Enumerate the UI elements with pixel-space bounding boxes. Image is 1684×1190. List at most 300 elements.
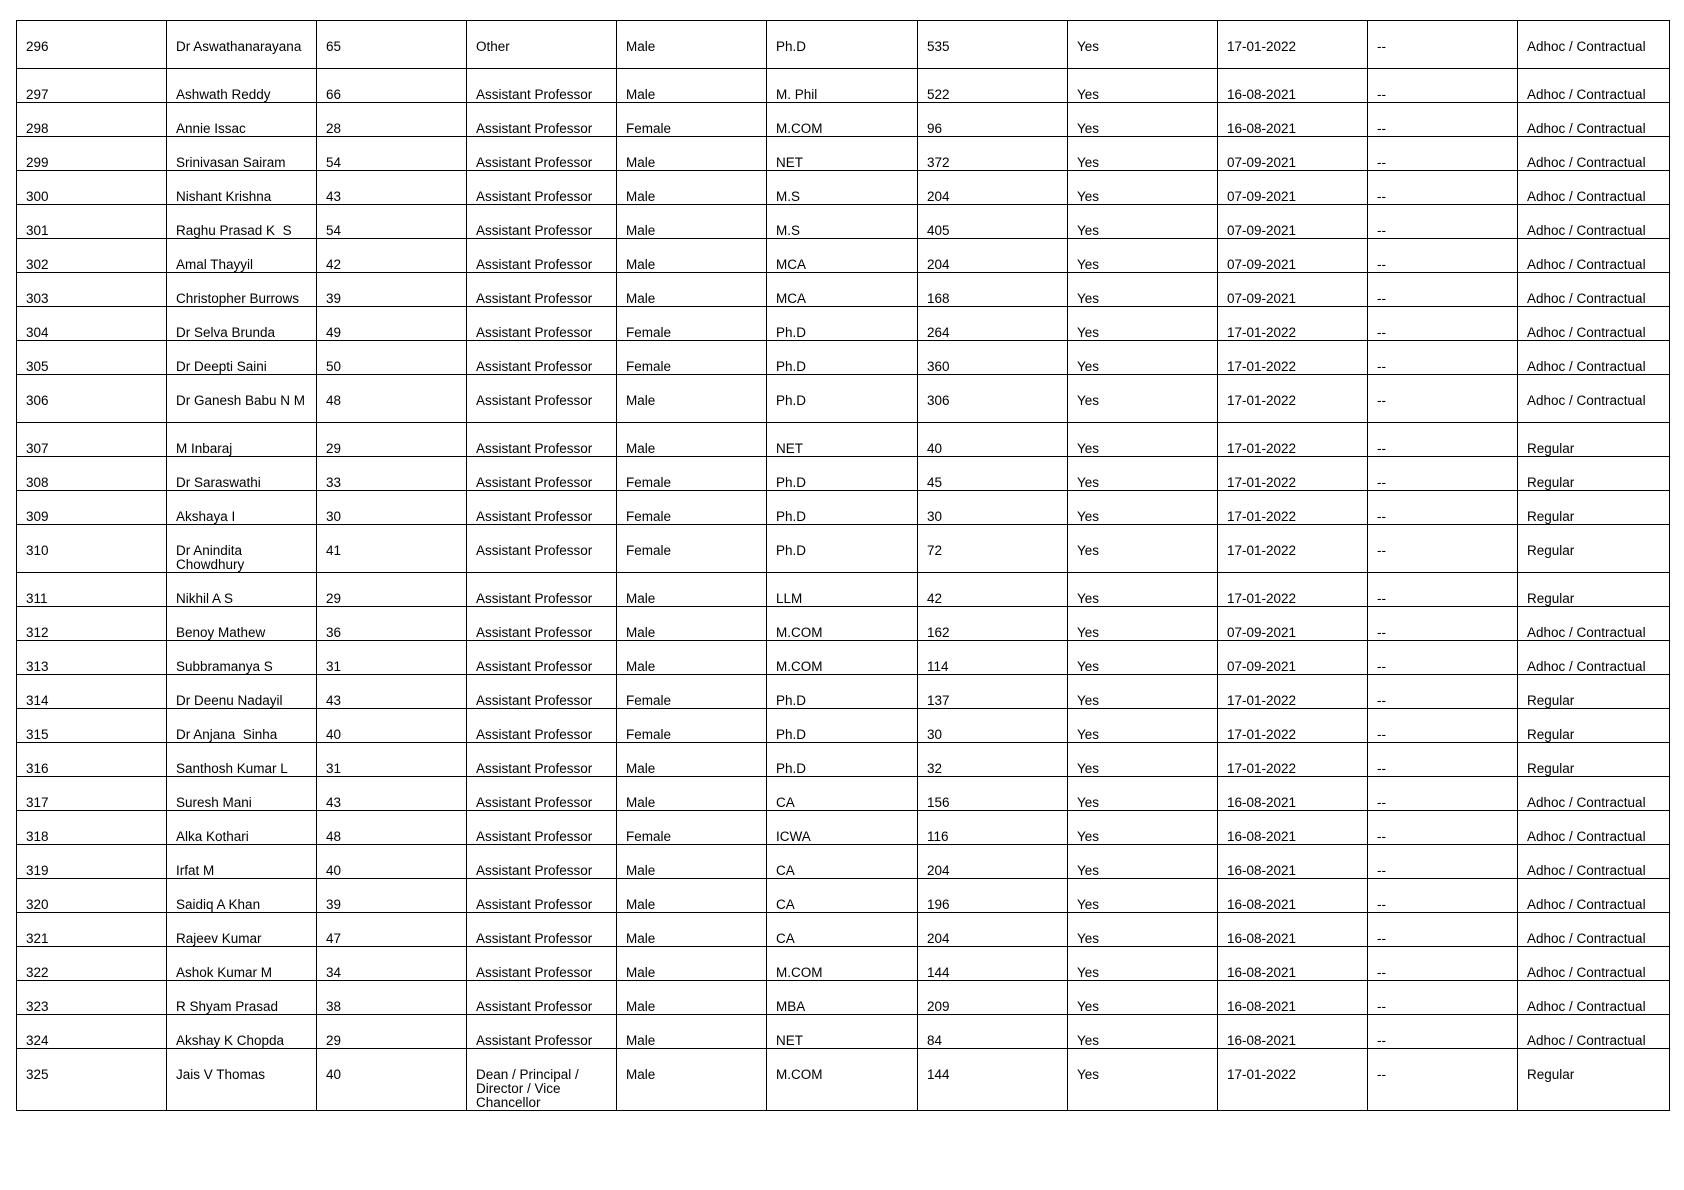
experience-cell: 72 bbox=[918, 525, 1068, 573]
yes-cell: Yes bbox=[1068, 777, 1218, 811]
yes-cell: Yes bbox=[1068, 491, 1218, 525]
gender-cell: Male bbox=[617, 913, 767, 947]
leaving-date-cell: -- bbox=[1368, 491, 1518, 525]
leaving-date-cell: -- bbox=[1368, 811, 1518, 845]
experience-cell: 522 bbox=[918, 69, 1068, 103]
sr-no-cell: 318 bbox=[17, 811, 167, 845]
yes-cell: Yes bbox=[1068, 423, 1218, 457]
leaving-date-cell: -- bbox=[1368, 137, 1518, 171]
name-cell: Ashok Kumar M bbox=[167, 947, 317, 981]
designation-cell: Assistant Professor bbox=[467, 307, 617, 341]
qualification-cell: Ph.D bbox=[767, 491, 918, 525]
yes-cell: Yes bbox=[1068, 171, 1218, 205]
name-cell: Alka Kothari bbox=[167, 811, 317, 845]
experience-cell: 30 bbox=[918, 491, 1068, 525]
joining-date-cell: 17-01-2022 bbox=[1218, 675, 1368, 709]
qualification-cell: CA bbox=[767, 777, 918, 811]
gender-cell: Male bbox=[617, 641, 767, 675]
joining-date-cell: 17-01-2022 bbox=[1218, 743, 1368, 777]
leaving-date-cell: -- bbox=[1368, 103, 1518, 137]
sr-no-cell: 301 bbox=[17, 205, 167, 239]
qualification-cell: LLM bbox=[767, 573, 918, 607]
joining-date-cell: 17-01-2022 bbox=[1218, 573, 1368, 607]
sr-no-cell: 321 bbox=[17, 913, 167, 947]
table-row bbox=[17, 981, 1670, 1015]
sr-no-cell: 315 bbox=[17, 709, 167, 743]
table-row bbox=[17, 709, 1670, 743]
designation-cell: Assistant Professor bbox=[467, 491, 617, 525]
name-cell: Srinivasan Sairam bbox=[167, 137, 317, 171]
designation-cell: Assistant Professor bbox=[467, 913, 617, 947]
yes-cell: Yes bbox=[1068, 525, 1218, 573]
sr-no-cell: 312 bbox=[17, 607, 167, 641]
table-row bbox=[17, 491, 1670, 525]
leaving-date-cell: -- bbox=[1368, 845, 1518, 879]
leaving-date-cell: -- bbox=[1368, 675, 1518, 709]
experience-cell: 196 bbox=[918, 879, 1068, 913]
experience-cell: 156 bbox=[918, 777, 1068, 811]
table-row bbox=[17, 137, 1670, 171]
designation-cell: Assistant Professor bbox=[467, 573, 617, 607]
name-cell: Dr Saraswathi bbox=[167, 457, 317, 491]
yes-cell: Yes bbox=[1068, 273, 1218, 307]
gender-cell: Female bbox=[617, 491, 767, 525]
qualification-cell: NET bbox=[767, 1015, 918, 1049]
designation-cell: Dean / Principal / Director / Vice Chancellor bbox=[467, 1049, 617, 1111]
yes-cell: Yes bbox=[1068, 981, 1218, 1015]
qualification-cell: Ph.D bbox=[767, 709, 918, 743]
designation-cell: Assistant Professor bbox=[467, 777, 617, 811]
experience-cell: 137 bbox=[918, 675, 1068, 709]
table-row bbox=[17, 675, 1670, 709]
table-row bbox=[17, 1015, 1670, 1049]
qualification-cell: M.COM bbox=[767, 103, 918, 137]
age-cell: 34 bbox=[317, 947, 467, 981]
sr-no-cell: 320 bbox=[17, 879, 167, 913]
sr-no-cell: 309 bbox=[17, 491, 167, 525]
qualification-cell: MCA bbox=[767, 273, 918, 307]
qualification-cell: Ph.D bbox=[767, 743, 918, 777]
appointment-type-cell: Regular bbox=[1518, 491, 1670, 525]
leaving-date-cell: -- bbox=[1368, 205, 1518, 239]
name-cell: Nikhil A S bbox=[167, 573, 317, 607]
yes-cell: Yes bbox=[1068, 879, 1218, 913]
appointment-type-cell: Regular bbox=[1518, 423, 1670, 457]
experience-cell: 535 bbox=[918, 21, 1068, 69]
qualification-cell: M.COM bbox=[767, 641, 918, 675]
yes-cell: Yes bbox=[1068, 205, 1218, 239]
table-row bbox=[17, 811, 1670, 845]
leaving-date-cell: -- bbox=[1368, 743, 1518, 777]
name-cell: Suresh Mani bbox=[167, 777, 317, 811]
experience-cell: 84 bbox=[918, 1015, 1068, 1049]
appointment-type-cell: Regular bbox=[1518, 675, 1670, 709]
sr-no-cell: 319 bbox=[17, 845, 167, 879]
appointment-type-cell: Adhoc / Contractual bbox=[1518, 239, 1670, 273]
joining-date-cell: 17-01-2022 bbox=[1218, 341, 1368, 375]
table-row bbox=[17, 947, 1670, 981]
leaving-date-cell: -- bbox=[1368, 947, 1518, 981]
yes-cell: Yes bbox=[1068, 573, 1218, 607]
age-cell: 54 bbox=[317, 137, 467, 171]
sr-no-cell: 304 bbox=[17, 307, 167, 341]
leaving-date-cell: -- bbox=[1368, 1049, 1518, 1111]
yes-cell: Yes bbox=[1068, 675, 1218, 709]
qualification-cell: Ph.D bbox=[767, 307, 918, 341]
table-row bbox=[17, 641, 1670, 675]
age-cell: 43 bbox=[317, 675, 467, 709]
age-cell: 43 bbox=[317, 777, 467, 811]
gender-cell: Male bbox=[617, 423, 767, 457]
designation-cell: Assistant Professor bbox=[467, 879, 617, 913]
experience-cell: 209 bbox=[918, 981, 1068, 1015]
age-cell: 31 bbox=[317, 641, 467, 675]
yes-cell: Yes bbox=[1068, 21, 1218, 69]
designation-cell: Assistant Professor bbox=[467, 171, 617, 205]
joining-date-cell: 16-08-2021 bbox=[1218, 845, 1368, 879]
leaving-date-cell: -- bbox=[1368, 913, 1518, 947]
joining-date-cell: 16-08-2021 bbox=[1218, 811, 1368, 845]
yes-cell: Yes bbox=[1068, 69, 1218, 103]
yes-cell: Yes bbox=[1068, 947, 1218, 981]
appointment-type-cell: Adhoc / Contractual bbox=[1518, 69, 1670, 103]
table-row bbox=[17, 423, 1670, 457]
name-cell: Amal Thayyil bbox=[167, 239, 317, 273]
designation-cell: Assistant Professor bbox=[467, 709, 617, 743]
designation-cell: Assistant Professor bbox=[467, 811, 617, 845]
table-row bbox=[17, 21, 1670, 69]
joining-date-cell: 16-08-2021 bbox=[1218, 913, 1368, 947]
joining-date-cell: 07-09-2021 bbox=[1218, 239, 1368, 273]
qualification-cell: Ph.D bbox=[767, 341, 918, 375]
experience-cell: 162 bbox=[918, 607, 1068, 641]
appointment-type-cell: Regular bbox=[1518, 573, 1670, 607]
gender-cell: Male bbox=[617, 1049, 767, 1111]
designation-cell: Assistant Professor bbox=[467, 423, 617, 457]
leaving-date-cell: -- bbox=[1368, 171, 1518, 205]
experience-cell: 144 bbox=[918, 1049, 1068, 1111]
designation-cell: Assistant Professor bbox=[467, 103, 617, 137]
age-cell: 43 bbox=[317, 171, 467, 205]
gender-cell: Male bbox=[617, 947, 767, 981]
appointment-type-cell: Regular bbox=[1518, 457, 1670, 491]
experience-cell: 204 bbox=[918, 239, 1068, 273]
experience-cell: 306 bbox=[918, 375, 1068, 423]
qualification-cell: CA bbox=[767, 845, 918, 879]
designation-cell: Assistant Professor bbox=[467, 641, 617, 675]
joining-date-cell: 07-09-2021 bbox=[1218, 137, 1368, 171]
experience-cell: 32 bbox=[918, 743, 1068, 777]
leaving-date-cell: -- bbox=[1368, 375, 1518, 423]
qualification-cell: Ph.D bbox=[767, 21, 918, 69]
joining-date-cell: 16-08-2021 bbox=[1218, 69, 1368, 103]
gender-cell: Female bbox=[617, 457, 767, 491]
table-row bbox=[17, 777, 1670, 811]
experience-cell: 42 bbox=[918, 573, 1068, 607]
qualification-cell: Ph.D bbox=[767, 525, 918, 573]
yes-cell: Yes bbox=[1068, 239, 1218, 273]
sr-no-cell: 306 bbox=[17, 375, 167, 423]
age-cell: 29 bbox=[317, 1015, 467, 1049]
gender-cell: Male bbox=[617, 1015, 767, 1049]
table-body bbox=[17, 21, 1670, 1111]
appointment-type-cell: Adhoc / Contractual bbox=[1518, 341, 1670, 375]
sr-no-cell: 325 bbox=[17, 1049, 167, 1111]
gender-cell: Male bbox=[617, 777, 767, 811]
name-cell: Irfat M bbox=[167, 845, 317, 879]
leaving-date-cell: -- bbox=[1368, 273, 1518, 307]
appointment-type-cell: Adhoc / Contractual bbox=[1518, 777, 1670, 811]
appointment-type-cell: Regular bbox=[1518, 1049, 1670, 1111]
age-cell: 40 bbox=[317, 845, 467, 879]
gender-cell: Male bbox=[617, 137, 767, 171]
name-cell: Nishant Krishna bbox=[167, 171, 317, 205]
experience-cell: 116 bbox=[918, 811, 1068, 845]
designation-cell: Assistant Professor bbox=[467, 525, 617, 573]
leaving-date-cell: -- bbox=[1368, 573, 1518, 607]
joining-date-cell: 17-01-2022 bbox=[1218, 457, 1368, 491]
appointment-type-cell: Adhoc / Contractual bbox=[1518, 879, 1670, 913]
joining-date-cell: 17-01-2022 bbox=[1218, 491, 1368, 525]
qualification-cell: M.COM bbox=[767, 607, 918, 641]
designation-cell: Assistant Professor bbox=[467, 239, 617, 273]
designation-cell: Assistant Professor bbox=[467, 1015, 617, 1049]
experience-cell: 45 bbox=[918, 457, 1068, 491]
designation-cell: Assistant Professor bbox=[467, 375, 617, 423]
table-row bbox=[17, 743, 1670, 777]
gender-cell: Female bbox=[617, 675, 767, 709]
experience-cell: 40 bbox=[918, 423, 1068, 457]
age-cell: 38 bbox=[317, 981, 467, 1015]
joining-date-cell: 17-01-2022 bbox=[1218, 525, 1368, 573]
joining-date-cell: 07-09-2021 bbox=[1218, 641, 1368, 675]
sr-no-cell: 313 bbox=[17, 641, 167, 675]
experience-cell: 204 bbox=[918, 845, 1068, 879]
table-row bbox=[17, 525, 1670, 573]
name-cell: Dr Selva Brunda bbox=[167, 307, 317, 341]
yes-cell: Yes bbox=[1068, 913, 1218, 947]
designation-cell: Assistant Professor bbox=[467, 675, 617, 709]
appointment-type-cell: Adhoc / Contractual bbox=[1518, 307, 1670, 341]
gender-cell: Male bbox=[617, 171, 767, 205]
appointment-type-cell: Regular bbox=[1518, 743, 1670, 777]
designation-cell: Assistant Professor bbox=[467, 69, 617, 103]
yes-cell: Yes bbox=[1068, 1049, 1218, 1111]
sr-no-cell: 297 bbox=[17, 69, 167, 103]
appointment-type-cell: Adhoc / Contractual bbox=[1518, 273, 1670, 307]
age-cell: 29 bbox=[317, 573, 467, 607]
designation-cell: Assistant Professor bbox=[467, 947, 617, 981]
name-cell: Ashwath Reddy bbox=[167, 69, 317, 103]
appointment-type-cell: Adhoc / Contractual bbox=[1518, 641, 1670, 675]
designation-cell: Assistant Professor bbox=[467, 743, 617, 777]
age-cell: 54 bbox=[317, 205, 467, 239]
joining-date-cell: 17-01-2022 bbox=[1218, 21, 1368, 69]
leaving-date-cell: -- bbox=[1368, 777, 1518, 811]
qualification-cell: CA bbox=[767, 913, 918, 947]
joining-date-cell: 07-09-2021 bbox=[1218, 171, 1368, 205]
table-row bbox=[17, 607, 1670, 641]
leaving-date-cell: -- bbox=[1368, 981, 1518, 1015]
name-cell: Dr Ganesh Babu N M bbox=[167, 375, 317, 423]
name-cell: Annie Issac bbox=[167, 103, 317, 137]
age-cell: 30 bbox=[317, 491, 467, 525]
yes-cell: Yes bbox=[1068, 341, 1218, 375]
joining-date-cell: 07-09-2021 bbox=[1218, 273, 1368, 307]
experience-cell: 96 bbox=[918, 103, 1068, 137]
table-row bbox=[17, 171, 1670, 205]
qualification-cell: M.S bbox=[767, 205, 918, 239]
table-row bbox=[17, 205, 1670, 239]
sr-no-cell: 317 bbox=[17, 777, 167, 811]
gender-cell: Male bbox=[617, 607, 767, 641]
appointment-type-cell: Adhoc / Contractual bbox=[1518, 845, 1670, 879]
gender-cell: Female bbox=[617, 103, 767, 137]
sr-no-cell: 299 bbox=[17, 137, 167, 171]
name-cell: Subbramanya S bbox=[167, 641, 317, 675]
designation-cell: Assistant Professor bbox=[467, 341, 617, 375]
gender-cell: Male bbox=[617, 573, 767, 607]
joining-date-cell: 17-01-2022 bbox=[1218, 423, 1368, 457]
name-cell: Dr Anindita Chowdhury bbox=[167, 525, 317, 573]
appointment-type-cell: Adhoc / Contractual bbox=[1518, 375, 1670, 423]
name-cell: Benoy Mathew bbox=[167, 607, 317, 641]
joining-date-cell: 16-08-2021 bbox=[1218, 981, 1368, 1015]
appointment-type-cell: Adhoc / Contractual bbox=[1518, 171, 1670, 205]
age-cell: 29 bbox=[317, 423, 467, 457]
qualification-cell: NET bbox=[767, 137, 918, 171]
table-row bbox=[17, 103, 1670, 137]
yes-cell: Yes bbox=[1068, 709, 1218, 743]
experience-cell: 204 bbox=[918, 913, 1068, 947]
experience-cell: 144 bbox=[918, 947, 1068, 981]
leaving-date-cell: -- bbox=[1368, 239, 1518, 273]
sr-no-cell: 310 bbox=[17, 525, 167, 573]
yes-cell: Yes bbox=[1068, 137, 1218, 171]
joining-date-cell: 17-01-2022 bbox=[1218, 375, 1368, 423]
leaving-date-cell: -- bbox=[1368, 641, 1518, 675]
name-cell: Dr Deepti Saini bbox=[167, 341, 317, 375]
age-cell: 36 bbox=[317, 607, 467, 641]
appointment-type-cell: Adhoc / Contractual bbox=[1518, 21, 1670, 69]
name-cell: Rajeev Kumar bbox=[167, 913, 317, 947]
appointment-type-cell: Regular bbox=[1518, 709, 1670, 743]
sr-no-cell: 311 bbox=[17, 573, 167, 607]
age-cell: 47 bbox=[317, 913, 467, 947]
name-cell: Dr Aswathanarayana bbox=[167, 21, 317, 69]
experience-cell: 114 bbox=[918, 641, 1068, 675]
age-cell: 66 bbox=[317, 69, 467, 103]
qualification-cell: Ph.D bbox=[767, 375, 918, 423]
gender-cell: Female bbox=[617, 709, 767, 743]
designation-cell: Other bbox=[467, 21, 617, 69]
gender-cell: Female bbox=[617, 525, 767, 573]
appointment-type-cell: Adhoc / Contractual bbox=[1518, 981, 1670, 1015]
experience-cell: 360 bbox=[918, 341, 1068, 375]
qualification-cell: MBA bbox=[767, 981, 918, 1015]
designation-cell: Assistant Professor bbox=[467, 205, 617, 239]
name-cell: Dr Deenu Nadayil bbox=[167, 675, 317, 709]
table-row bbox=[17, 341, 1670, 375]
age-cell: 50 bbox=[317, 341, 467, 375]
yes-cell: Yes bbox=[1068, 103, 1218, 137]
leaving-date-cell: -- bbox=[1368, 879, 1518, 913]
table-row bbox=[17, 69, 1670, 103]
qualification-cell: M.COM bbox=[767, 947, 918, 981]
leaving-date-cell: -- bbox=[1368, 69, 1518, 103]
age-cell: 28 bbox=[317, 103, 467, 137]
designation-cell: Assistant Professor bbox=[467, 273, 617, 307]
leaving-date-cell: -- bbox=[1368, 525, 1518, 573]
joining-date-cell: 16-08-2021 bbox=[1218, 777, 1368, 811]
joining-date-cell: 16-08-2021 bbox=[1218, 103, 1368, 137]
name-cell: Akshaya I bbox=[167, 491, 317, 525]
qualification-cell: ICWA bbox=[767, 811, 918, 845]
joining-date-cell: 16-08-2021 bbox=[1218, 879, 1368, 913]
appointment-type-cell: Adhoc / Contractual bbox=[1518, 1015, 1670, 1049]
table-row bbox=[17, 239, 1670, 273]
gender-cell: Male bbox=[617, 743, 767, 777]
name-cell: R Shyam Prasad bbox=[167, 981, 317, 1015]
gender-cell: Male bbox=[617, 879, 767, 913]
sr-no-cell: 303 bbox=[17, 273, 167, 307]
yes-cell: Yes bbox=[1068, 811, 1218, 845]
designation-cell: Assistant Professor bbox=[467, 607, 617, 641]
age-cell: 39 bbox=[317, 273, 467, 307]
yes-cell: Yes bbox=[1068, 845, 1218, 879]
experience-cell: 372 bbox=[918, 137, 1068, 171]
age-cell: 48 bbox=[317, 375, 467, 423]
name-cell: Akshay K Chopda bbox=[167, 1015, 317, 1049]
age-cell: 33 bbox=[317, 457, 467, 491]
appointment-type-cell: Adhoc / Contractual bbox=[1518, 607, 1670, 641]
sr-no-cell: 314 bbox=[17, 675, 167, 709]
sr-no-cell: 296 bbox=[17, 21, 167, 69]
yes-cell: Yes bbox=[1068, 607, 1218, 641]
joining-date-cell: 07-09-2021 bbox=[1218, 607, 1368, 641]
yes-cell: Yes bbox=[1068, 1015, 1218, 1049]
sr-no-cell: 308 bbox=[17, 457, 167, 491]
faculty-table bbox=[16, 20, 1670, 1111]
appointment-type-cell: Adhoc / Contractual bbox=[1518, 205, 1670, 239]
leaving-date-cell: -- bbox=[1368, 307, 1518, 341]
table-row bbox=[17, 845, 1670, 879]
experience-cell: 204 bbox=[918, 171, 1068, 205]
sr-no-cell: 305 bbox=[17, 341, 167, 375]
leaving-date-cell: -- bbox=[1368, 423, 1518, 457]
yes-cell: Yes bbox=[1068, 743, 1218, 777]
gender-cell: Male bbox=[617, 375, 767, 423]
yes-cell: Yes bbox=[1068, 307, 1218, 341]
joining-date-cell: 16-08-2021 bbox=[1218, 947, 1368, 981]
sr-no-cell: 300 bbox=[17, 171, 167, 205]
appointment-type-cell: Adhoc / Contractual bbox=[1518, 947, 1670, 981]
sr-no-cell: 322 bbox=[17, 947, 167, 981]
gender-cell: Male bbox=[617, 845, 767, 879]
sr-no-cell: 324 bbox=[17, 1015, 167, 1049]
designation-cell: Assistant Professor bbox=[467, 137, 617, 171]
age-cell: 41 bbox=[317, 525, 467, 573]
gender-cell: Female bbox=[617, 811, 767, 845]
age-cell: 65 bbox=[317, 21, 467, 69]
qualification-cell: M.COM bbox=[767, 1049, 918, 1111]
leaving-date-cell: -- bbox=[1368, 457, 1518, 491]
sr-no-cell: 307 bbox=[17, 423, 167, 457]
name-cell: Santhosh Kumar L bbox=[167, 743, 317, 777]
yes-cell: Yes bbox=[1068, 457, 1218, 491]
gender-cell: Male bbox=[617, 273, 767, 307]
appointment-type-cell: Adhoc / Contractual bbox=[1518, 811, 1670, 845]
